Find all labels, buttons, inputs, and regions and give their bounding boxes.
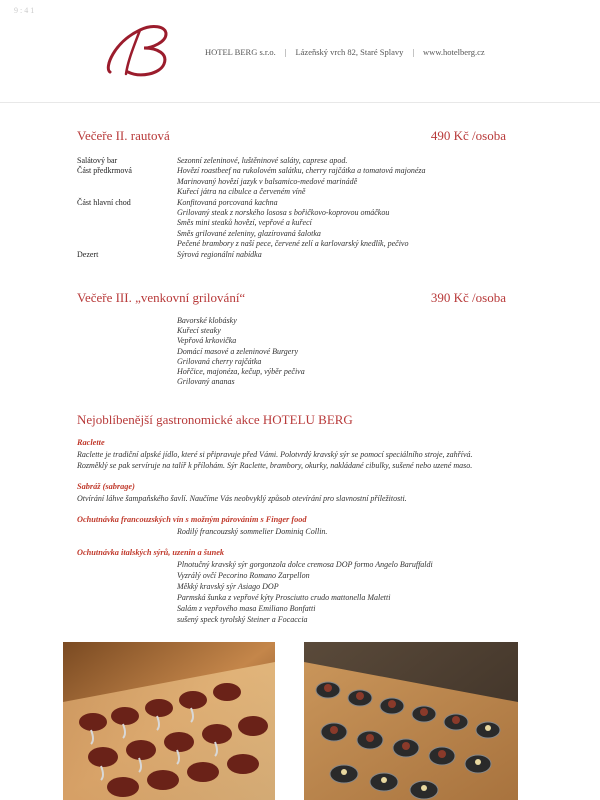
event-text: sušený speck tyrolský Steiner a Focaccia: [177, 615, 308, 624]
event-raclette: [77, 438, 473, 471]
menu-row: [77, 229, 426, 239]
status-bar-time: 9:41: [14, 6, 37, 15]
list-item: Hořčice, majonéza, kečup, výběr pečiva: [177, 367, 305, 377]
event-heading: Raclette: [77, 438, 105, 447]
list-item: Grilovaná cherry rajčátka: [177, 356, 262, 366]
menu-row: [77, 156, 426, 166]
list-item: Grilovaný ananas: [177, 377, 235, 387]
event-text: Raclette je tradiční alpské jídlo, které si připravuje před Vámi. Polotvrdý kravský sýr se pomocí speciálního stroje, zahřívá.: [77, 450, 473, 459]
menu-row-item: Kuřecí játra na cibulce a červeném víně: [177, 187, 306, 197]
event-text: Vyzrálý ovčí Pecorino Romano Zarpellon: [177, 571, 310, 580]
menu-row: [77, 177, 426, 187]
event-text: Měkký kravský sýr Asiago DOP: [177, 582, 279, 591]
menu-row: [77, 198, 426, 208]
list-item: Kuřecí steaky: [177, 326, 221, 336]
event-text: Plnotučný kravský sýr gorgonzola dolce cremosa DOP formo Angelo Baruffaldi: [177, 560, 433, 569]
event-text: Otvírání láhve šampaňského šavlí. Naučíme Vás neobvyklý způsob otevírání pro slavnostní příležitosti.: [77, 494, 407, 503]
dinner3-title: Večeře III. „venkovní grilování“: [77, 290, 246, 305]
menu-row-label: [77, 239, 177, 249]
events-title: Nejoblíbenější gastronomické akce HOTELU BERG: [77, 412, 353, 427]
list-item: Bavorské klobásky: [177, 316, 237, 325]
menu-row: [77, 187, 426, 197]
menu-row: [77, 239, 426, 249]
menu-row: [77, 218, 426, 228]
company-address: Lázeňský vrch 82, Staré Splavy: [295, 47, 404, 57]
event-heading: Sabráž (sabrage): [77, 482, 135, 491]
menu-row-item: Marinovaný hovězí jazyk v balsamico-medové marinádě: [177, 176, 358, 186]
event-cheese: [77, 548, 433, 625]
event-heading: Ochutnávka italských sýrů, uzenin a šunek: [77, 548, 225, 557]
hotel-berg-logo: [100, 20, 180, 80]
menu-row-item: Hovězí roastbeef na rukolovém salátku, cherry rajčátka a tomatová majonéza: [177, 166, 426, 176]
menu-row-label: [77, 187, 177, 197]
menu-row-label: [77, 229, 177, 239]
list-item: Vepřová krkovička: [177, 336, 237, 346]
event-heading: Ochutnávka francouzských vín s možným párováním s Finger food: [77, 515, 307, 524]
menu-row-item: Směs grilované zeleniny, glazírovaná šalotka: [177, 228, 321, 238]
dinner3-menu: [177, 316, 305, 387]
dinner2-menu: [77, 156, 426, 260]
event-wine: [77, 515, 327, 537]
menu-row-item: Pečené brambory z naší pece, červené zelí a karlovarský knedlík, pečivo: [177, 239, 409, 249]
menu-row-label: Část předkrmová: [77, 166, 132, 176]
event-text: Rodilý francouzský sommelier Dominiq Collin.: [177, 527, 328, 536]
header-divider: [0, 102, 600, 103]
menu-row-label: [77, 177, 177, 187]
menu-row-item: Grilovaný steak z norského lososa s bořičkovo-koprovou omáčkou: [177, 208, 390, 218]
event-sabraz: [77, 482, 407, 504]
dinner2-price: 490 Kč /osoba: [430, 128, 506, 143]
menu-row: [77, 208, 426, 218]
menu-row-label: Dezert: [77, 249, 99, 259]
dinner3-price: 390 Kč /osoba: [430, 290, 506, 305]
menu-row-label: [77, 208, 177, 218]
company-header: HOTEL BERG s.r.o. | Lázeňský vrch 82, Staré Splavy | www.hotelberg.cz: [205, 47, 485, 57]
company-website-link[interactable]: www.hotelberg.cz: [423, 47, 485, 57]
food-photo-left: [63, 642, 275, 800]
menu-row-item: Směs mini steaků hovězí, vepřové a kuřecí: [177, 218, 312, 228]
event-text: Parmská šunka z vepřové kýty Prosciutto crudo mattonella Maletti: [177, 593, 391, 602]
menu-row-label: Salátový bar: [77, 156, 118, 165]
menu-row-label: Část hlavní chod: [77, 197, 131, 207]
dinner2-title: Večeře II. rautová: [77, 128, 170, 143]
menu-row: [77, 250, 426, 260]
event-text: Rozměklý se pak servíruje na talíř k přílohám. Sýr Raclette, brambory, okurky, nakládané cibulky, sušené nebo uzené maso.: [77, 461, 473, 470]
list-item: Domácí masové a zeleninové Burgery: [177, 346, 298, 356]
company-name: HOTEL BERG s.r.o.: [205, 47, 276, 57]
menu-row: [77, 166, 426, 176]
menu-row-label: [77, 218, 177, 228]
menu-row-item: Sezonní zeleninové, luštěninové saláty, caprese apod.: [177, 156, 348, 165]
event-text: Salám z vepřového masa Emiliano Bonfatti: [177, 604, 316, 613]
food-photo-right: [304, 642, 518, 800]
menu-row-item: Konfitovaná porcovaná kachna: [177, 197, 278, 207]
menu-row-item: Sýrová regionální nabídka: [177, 249, 262, 259]
